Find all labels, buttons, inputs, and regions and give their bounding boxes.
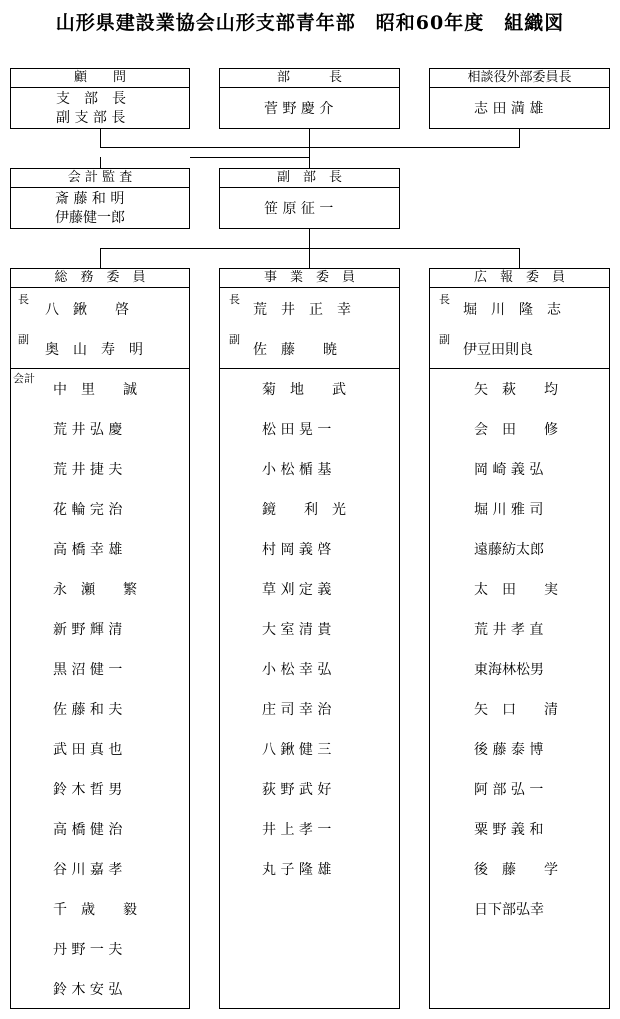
member-name: 村 岡 義 啓 [262,542,332,558]
connector-line [519,248,520,268]
member-name: 後 藤 泰 博 [474,742,544,758]
vice-label: 副 [439,333,450,346]
vice-chief-box [219,168,400,229]
head-label: 長 [439,293,450,306]
member-name: 花 輪 完 治 [53,502,123,518]
audit-name: 伊藤健一郎 [55,210,125,226]
head-label: 長 [18,293,29,306]
connector-line [100,147,520,148]
member-name: 草 刈 定 義 [262,582,332,598]
vice-label: 副 [229,333,240,346]
connector-line [309,128,310,169]
advisor-line: 副 支 部 長 [56,110,126,126]
pr-header: 広 報 委 員 [430,269,609,288]
general-head: 八 鍬 啓 [45,302,129,318]
connector-line [190,157,309,158]
member-name: 鈴 木 安 弘 [53,982,123,998]
chief-box [219,68,400,129]
general-header: 総 務 委 員 [11,269,189,288]
section-divider [430,368,609,369]
consultant-box [429,68,610,129]
member-name: 岡 崎 義 弘 [474,462,544,478]
member-name: 丹 野 一 夫 [53,942,123,958]
member-name: 千 歳 毅 [53,902,137,918]
member-name: 菊 地 武 [262,382,346,398]
member-name: 荒 井 孝 直 [474,622,544,638]
member-name: 日下部弘幸 [474,902,544,918]
member-name: 荻 野 武 好 [262,782,332,798]
member-name: 丸 子 隆 雄 [262,862,332,878]
member-name: 庄 司 幸 治 [262,702,332,718]
member-name: 松 田 晃 一 [262,422,332,438]
chief-name: 菅 野 慶 介 [264,101,334,117]
business-vice: 佐 藤 暁 [253,342,337,358]
vice-label: 副 [18,333,29,346]
member-name: 八 鍬 健 三 [262,742,332,758]
member-name: 鏡 利 光 [262,502,346,518]
consultant-name: 志 田 満 雄 [474,101,544,117]
member-name: 会 田 修 [474,422,558,438]
vice-chief-name: 笹 原 征 一 [264,201,334,217]
member-name: 後 藤 学 [474,862,558,878]
member-name: 荒 井 弘 慶 [53,422,123,438]
pr-vice: 伊豆田則良 [463,342,533,358]
connector-line [100,248,520,249]
vice-chief-header: 副 部 長 [220,169,399,188]
audit-name: 斎 藤 和 明 [55,191,125,207]
member-name: 小 松 楯 基 [262,462,332,478]
section-divider [11,368,189,369]
head-label: 長 [229,293,240,306]
section-divider [220,368,399,369]
advisor-header: 顧 問 [11,69,189,88]
member-name: 武 田 真 也 [53,742,123,758]
member-name: 新 野 輝 清 [53,622,123,638]
member-name: 鈴 木 哲 男 [53,782,123,798]
member-name: 東海林松男 [474,662,544,678]
member-name: 高 橋 健 治 [53,822,123,838]
member-name: 黒 沼 健 一 [53,662,123,678]
member-name: 谷 川 嘉 孝 [53,862,123,878]
pr-committee-box [429,268,610,1009]
member-name: 高 橋 幸 雄 [53,542,123,558]
member-name: 堀 川 雅 司 [474,502,544,518]
member-name: 井 上 孝 一 [262,822,332,838]
general-committee-box [10,268,190,1009]
treasurer-label: 会計 [13,372,35,385]
consultant-header: 相談役外部委員長 [430,69,609,88]
member-name: 太 田 実 [474,582,558,598]
business-head: 荒 井 正 幸 [253,302,351,318]
page-title: 山形県建設業協会山形支部青年部 昭和60年度 組織図 [55,12,565,34]
chief-header: 部 長 [220,69,399,88]
advisor-box [10,68,190,129]
connector-line [519,128,520,147]
connector-line [100,248,101,268]
member-name: 荒 井 捷 夫 [53,462,123,478]
audit-box [10,168,190,229]
member-name: 阿 部 弘 一 [474,782,544,798]
member-name: 佐 藤 和 夫 [53,702,123,718]
business-committee-box [219,268,400,1009]
member-name: 粟 野 義 和 [474,822,544,838]
member-name: 矢 萩 均 [474,382,558,398]
member-name: 大 室 清 貴 [262,622,332,638]
member-name: 中 里 誠 [53,382,137,398]
connector-line [100,128,101,147]
pr-head: 堀 川 隆 志 [463,302,561,318]
member-name: 遠藤紡太郎 [474,542,544,558]
business-header: 事 業 委 員 [220,269,399,288]
audit-header: 会 計 監 査 [11,169,189,188]
member-name: 小 松 幸 弘 [262,662,332,678]
member-name: 永 瀬 繁 [53,582,137,598]
member-name: 矢 口 清 [474,702,558,718]
general-vice: 奥 山 寿 明 [45,342,143,358]
advisor-line: 支 部 長 [56,91,126,107]
